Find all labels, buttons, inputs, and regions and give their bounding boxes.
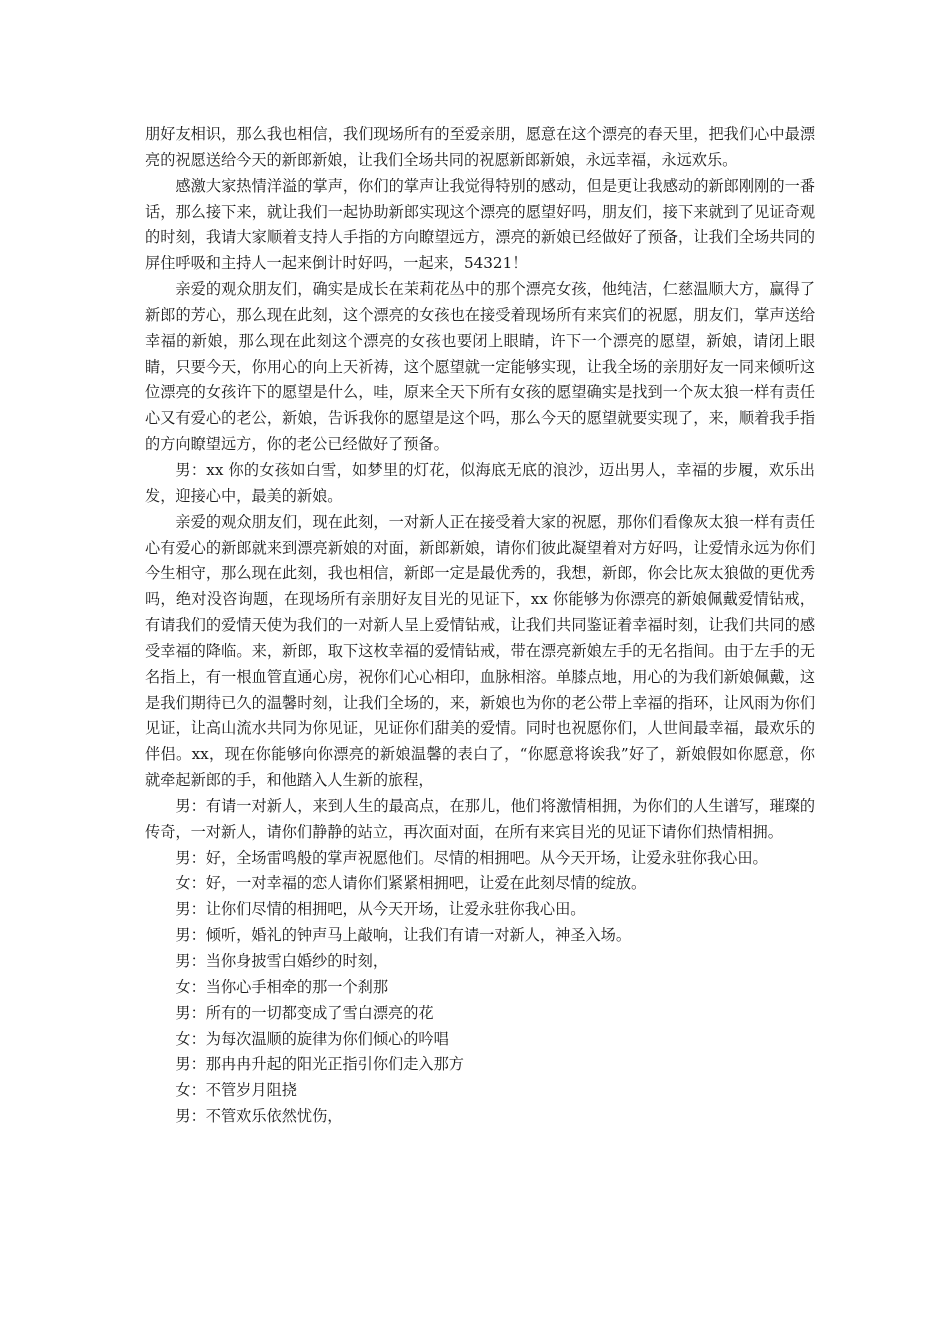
- paragraph: 男：好，全场雷鸣般的掌声祝愿他们。尽情的相拥吧。从今天开场，让爱永驻你我心田。: [175, 848, 768, 867]
- paragraph: 感激大家热情洋溢的掌声，你们的掌声让我觉得特别的感动，但是更让我感动的新郎刚刚的一番话，那么接下来，就让我们一起协助新郎实现这个漂亮的愿望好吗，朋友们，接下来就到了见证奇观的时刻，我请大家顺着支持人手指的方向瞭望远方，漂亮的新娘已经做好了预备，让我们全场共同的屏住呼吸和主持人一起来倒计时好吗，一起来，54321！: [145, 176, 815, 273]
- dialogue-line: 男：所有的一切都变成了雪白漂亮的花: [175, 1003, 434, 1022]
- dialogue-line: 男：当你身披雪白婚纱的时刻，: [175, 952, 389, 970]
- dialogue-line: 男：不管欢乐依然忧伤，: [175, 1107, 343, 1126]
- paragraph: 男：xx 你的女孩如白雪，如梦里的灯花，似海底无底的浪沙，迈出男人，幸福的步履，欢乐出发，迎接心中，最美的新娘。: [145, 460, 815, 505]
- dialogue-line: 女：好，一对幸福的恋人请你们紧紧相拥吧，让爱在此刻尽情的绽放。: [175, 874, 647, 893]
- paragraph: 朋好友相识，那么我也相信，我们现场所有的至爱亲朋，愿意在这个漂亮的春天里，把我们心中最漂亮的祝愿送给今天的新郎新娘，让我们全场共同的祝愿新郎新娘，永远幸福，永远欢乐。: [145, 125, 815, 169]
- dialogue-line: 女：为每次温顺的旋律为你们倾心的吟唱: [175, 1029, 449, 1048]
- document-body: [145, 122, 815, 1130]
- dialogue-line: 男：倾听，婚礼的钟声马上敲响，让我们有请一对新人，神圣入场。: [175, 926, 632, 945]
- paragraph: 亲爱的观众朋友们，确实是成长在茉莉花丛中的那个漂亮女孩，他纯洁，仁慈温顺大方，赢得了新郎的芳心，那么现在此刻，这个漂亮的女孩也在接受着现场所有来宾们的祝愿，朋友们，掌声送给幸福的新娘，那么现在此刻这个漂亮的女孩也要闭上眼睛，许下一个漂亮的愿望，新娘，请闭上眼睛，只要今天，你用心的向上天祈祷，这个愿望就一定能够实现，让我全场的亲朋好友一同来倾听这位漂亮的女孩许下的愿望是什么，哇，原来全天下所有女孩的愿望确实是找到一个灰太狼一样有责任心又有爱心的老公，新娘，告诉我你的愿望是这个吗，那么今天的愿望就要实现了，来，顺着我手指的方向瞭望远方，你的老公已经做好了预备。: [145, 280, 815, 454]
- dialogue-line: 女：当你心手相牵的那一个刹那: [175, 977, 389, 996]
- paragraph: 亲爱的观众朋友们，现在此刻，一对新人正在接受着大家的祝愿，那你们看像灰太狼一样有责任心有爱心的新郎就来到漂亮新娘的对面，新郎新娘，请你们彼此凝望着对方好吗，让爱情永远为你们今生相守，那么现在此刻，我也相信，新郎一定是最优秀的，我想，新郎，你会比灰太狼做的更优秀吗，绝对没咨询题，在现场所有亲朋好友目光的见证下，xx 你能够为你漂亮的新娘佩戴爱情钻戒，有请我们的爱情天使为我们的一对新人呈上爱情钻戒，让我们共同鉴证着幸福时刻，让我们共同的感受幸福的降临。来，新郎，取下这枚幸福的爱情钻戒，带在漂亮新娘左手的无名指间。由于左手的无名指上，有一根血管直通心房，祝你们心心相印，血脉相溶。单膝点地，用心的为我们新娘佩戴，这是我们期待已久的温馨时刻，让我们全场的，来，新娘也为你的老公带上幸福的指环，让风雨为你们见证，让高山流水共同为你见证，见证你们甜美的爱情。同时也祝愿你们，人世间最幸福，最欢乐的伴侣。xx，现在你能够向你漂亮的新娘温馨的表白了，“你愿意将诶我”好了，新娘假如你愿意，你就牵起新郎的手，和他踏入人生新的旅程，: [145, 512, 815, 790]
- dialogue-line: 女：不管岁月阻挠: [175, 1081, 297, 1100]
- paragraph: 男：有请一对新人，来到人生的最高点，在那儿，他们将激情相拥，为你们的人生谱写，璀璨的传奇，一对新人，请你们静静的站立，再次面对面，在所有来宾目光的见证下请你们热情相拥。: [145, 796, 815, 841]
- dialogue-line: 男：那冉冉升起的阳光正指引你们走入那方: [175, 1055, 464, 1074]
- dialogue-line: 男：让你们尽情的相拥吧，从今天开场，让爱永驻你我心田。: [175, 900, 586, 919]
